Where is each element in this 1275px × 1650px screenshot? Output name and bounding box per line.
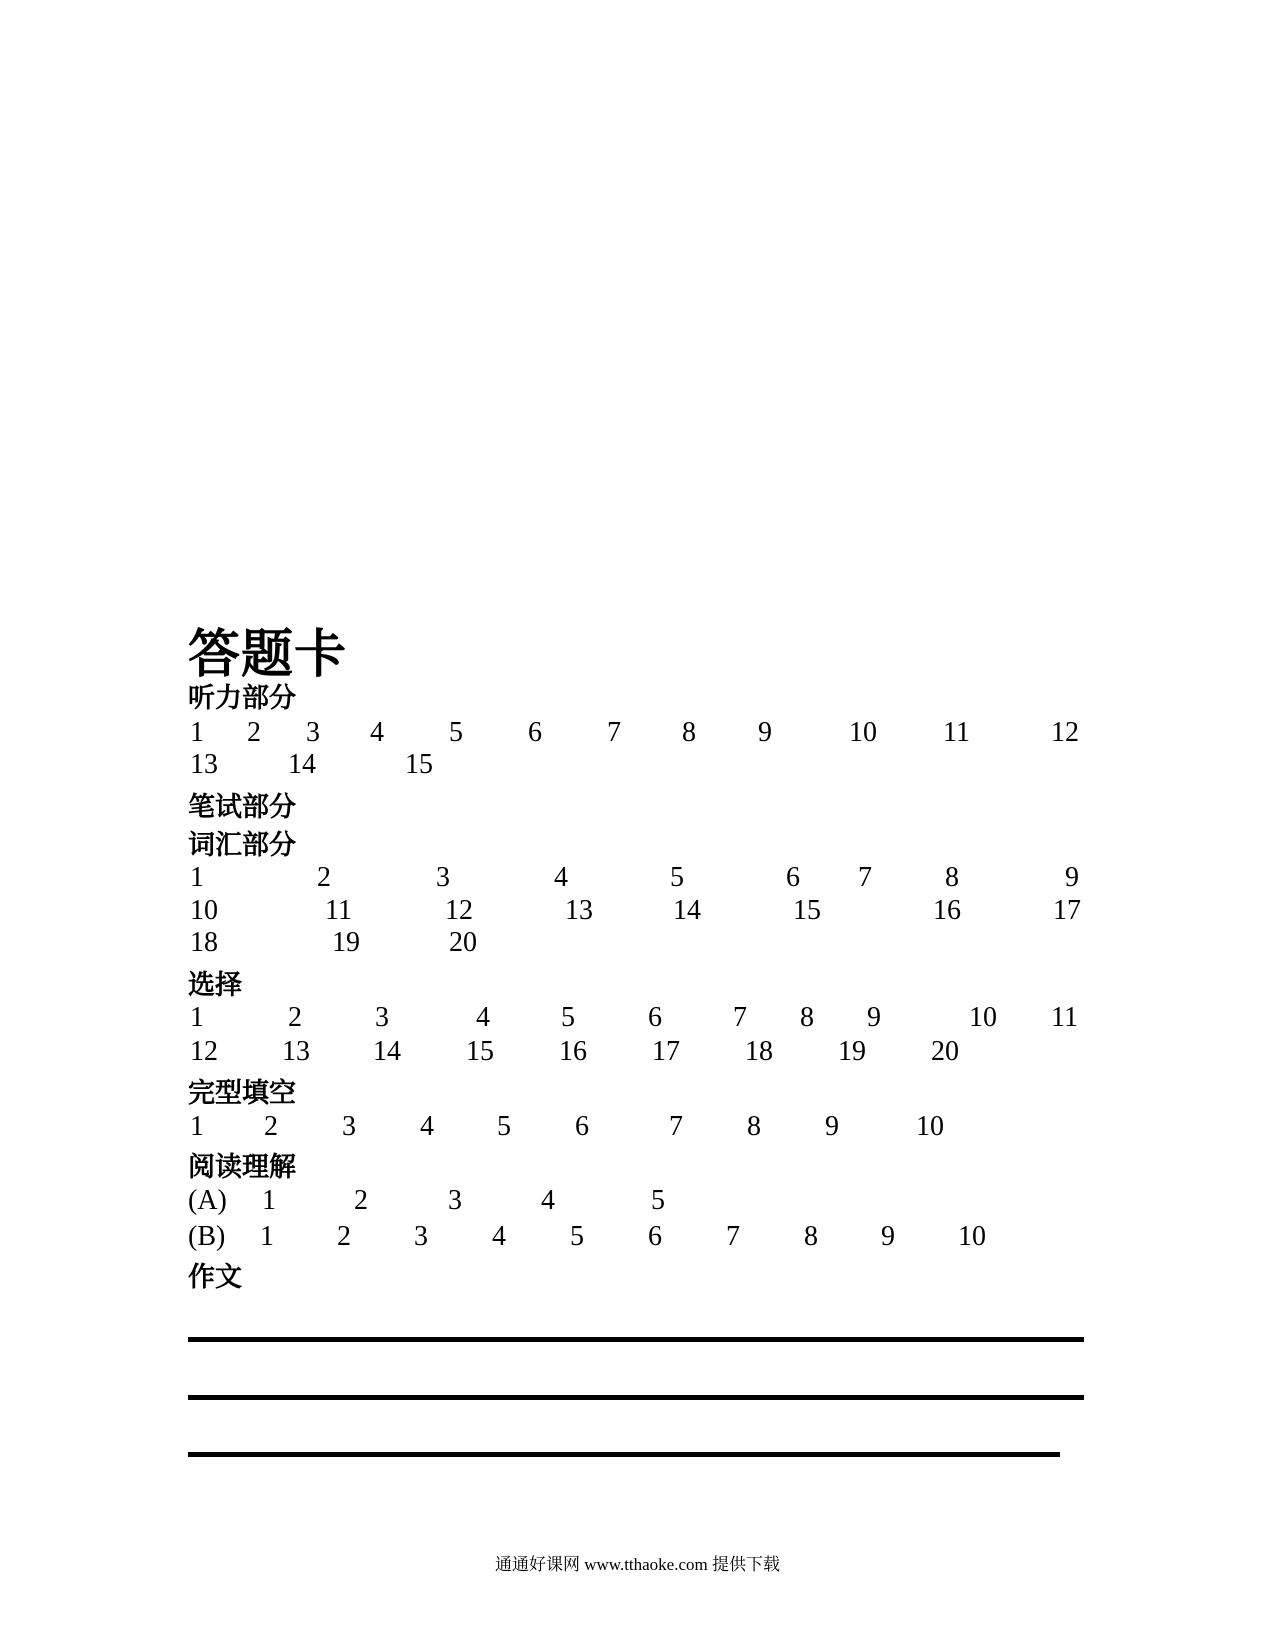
answer-number: 5 — [561, 1002, 575, 1033]
answer-number: 7 — [726, 1221, 740, 1252]
answer-number: 2 — [317, 862, 331, 893]
footer-credit: 通通好课网 www.tthaoke.com 提供下载 — [494, 1555, 781, 1574]
answer-number: 16 — [559, 1036, 587, 1067]
answer-number: 4 — [370, 717, 384, 748]
answer-number: 14 — [373, 1036, 401, 1067]
page-title: 答题卡 — [188, 624, 348, 685]
answer-number: 4 — [492, 1221, 506, 1252]
vocabulary-row-1 — [0, 862, 1275, 894]
answer-number: 14 — [288, 749, 316, 780]
answer-number: 12 — [1051, 717, 1079, 748]
answer-number: 1 — [190, 862, 204, 893]
answer-number: 4 — [476, 1002, 490, 1033]
answer-number: 9 — [825, 1111, 839, 1142]
cloze-row-1 — [0, 1111, 1275, 1143]
answer-number: 9 — [881, 1221, 895, 1252]
answer-number: 11 — [325, 895, 352, 926]
section-heading-listening: 听力部分 — [188, 683, 296, 714]
answer-number: 6 — [648, 1002, 662, 1033]
answer-number: 3 — [306, 717, 320, 748]
answer-number: 10 — [969, 1002, 997, 1033]
answer-number: 17 — [652, 1036, 680, 1067]
answer-number: 19 — [332, 927, 360, 958]
answer-number: 2 — [288, 1002, 302, 1033]
section-heading-composition: 作文 — [188, 1262, 242, 1293]
answer-number: 11 — [943, 717, 970, 748]
answer-number: 10 — [190, 895, 218, 926]
writing-line — [188, 1337, 1084, 1342]
section-heading-vocabulary: 词汇部分 — [188, 830, 296, 861]
listening-row-1 — [0, 717, 1275, 749]
answer-number: 14 — [673, 895, 701, 926]
answer-number: 9 — [1065, 862, 1079, 893]
choice-row-1 — [0, 1002, 1275, 1034]
answer-number: 8 — [800, 1002, 814, 1033]
vocabulary-row-3 — [0, 927, 1275, 959]
answer-number: 19 — [838, 1036, 866, 1067]
answer-number: 3 — [448, 1185, 462, 1216]
answer-number: 5 — [497, 1111, 511, 1142]
answer-number: 9 — [758, 717, 772, 748]
section-heading-cloze: 完型填空 — [188, 1078, 296, 1109]
answer-number: 10 — [958, 1221, 986, 1252]
answer-number: 12 — [445, 895, 473, 926]
answer-number: 15 — [405, 749, 433, 780]
answer-number: 4 — [420, 1111, 434, 1142]
answer-number: 5 — [670, 862, 684, 893]
answer-number: 3 — [414, 1221, 428, 1252]
answer-number: 13 — [565, 895, 593, 926]
section-heading-written: 笔试部分 — [188, 792, 296, 823]
listening-row-2 — [0, 749, 1275, 781]
answer-number: 5 — [651, 1185, 665, 1216]
answer-number: 6 — [528, 717, 542, 748]
writing-line — [188, 1395, 1084, 1400]
answer-number: 4 — [541, 1185, 555, 1216]
answer-number: 3 — [342, 1111, 356, 1142]
answer-number: 8 — [804, 1221, 818, 1252]
answer-number: 13 — [282, 1036, 310, 1067]
section-heading-reading: 阅读理解 — [188, 1152, 296, 1183]
reading-row-a — [0, 1185, 1275, 1217]
reading-prefix-a: (A) — [188, 1185, 227, 1216]
answer-number: 2 — [337, 1221, 351, 1252]
writing-line — [188, 1452, 1060, 1457]
answer-number: 3 — [436, 862, 450, 893]
answer-number: 13 — [190, 749, 218, 780]
answer-number: 6 — [786, 862, 800, 893]
answer-number: 1 — [190, 1002, 204, 1033]
answer-number: 2 — [247, 717, 261, 748]
answer-number: 10 — [849, 717, 877, 748]
answer-number: 1 — [190, 717, 204, 748]
answer-number: 6 — [648, 1221, 662, 1252]
answer-number: 7 — [733, 1002, 747, 1033]
reading-prefix-b: (B) — [188, 1221, 226, 1252]
answer-number: 10 — [916, 1111, 944, 1142]
answer-number: 8 — [682, 717, 696, 748]
answer-number: 16 — [933, 895, 961, 926]
choice-row-2 — [0, 1036, 1275, 1068]
answer-number: 4 — [554, 862, 568, 893]
answer-number: 18 — [190, 927, 218, 958]
answer-number: 7 — [858, 862, 872, 893]
answer-number: 8 — [747, 1111, 761, 1142]
answer-number: 2 — [264, 1111, 278, 1142]
answer-number: 17 — [1053, 895, 1081, 926]
section-heading-choice: 选择 — [188, 970, 242, 1001]
answer-number: 5 — [570, 1221, 584, 1252]
answer-number: 1 — [260, 1221, 274, 1252]
vocabulary-row-2 — [0, 895, 1275, 927]
answer-number: 3 — [375, 1002, 389, 1033]
answer-number: 1 — [190, 1111, 204, 1142]
answer-number: 18 — [745, 1036, 773, 1067]
answer-number: 7 — [607, 717, 621, 748]
answer-number: 12 — [190, 1036, 218, 1067]
answer-number: 2 — [354, 1185, 368, 1216]
answer-number: 9 — [867, 1002, 881, 1033]
answer-number: 20 — [931, 1036, 959, 1067]
reading-row-b — [0, 1221, 1275, 1253]
answer-number: 5 — [449, 717, 463, 748]
answer-number: 6 — [575, 1111, 589, 1142]
answer-number: 20 — [449, 927, 477, 958]
answer-number: 8 — [945, 862, 959, 893]
answer-number: 15 — [793, 895, 821, 926]
answer-number: 11 — [1051, 1002, 1078, 1033]
answer-number: 7 — [669, 1111, 683, 1142]
answer-number: 1 — [262, 1185, 276, 1216]
answer-number: 15 — [466, 1036, 494, 1067]
